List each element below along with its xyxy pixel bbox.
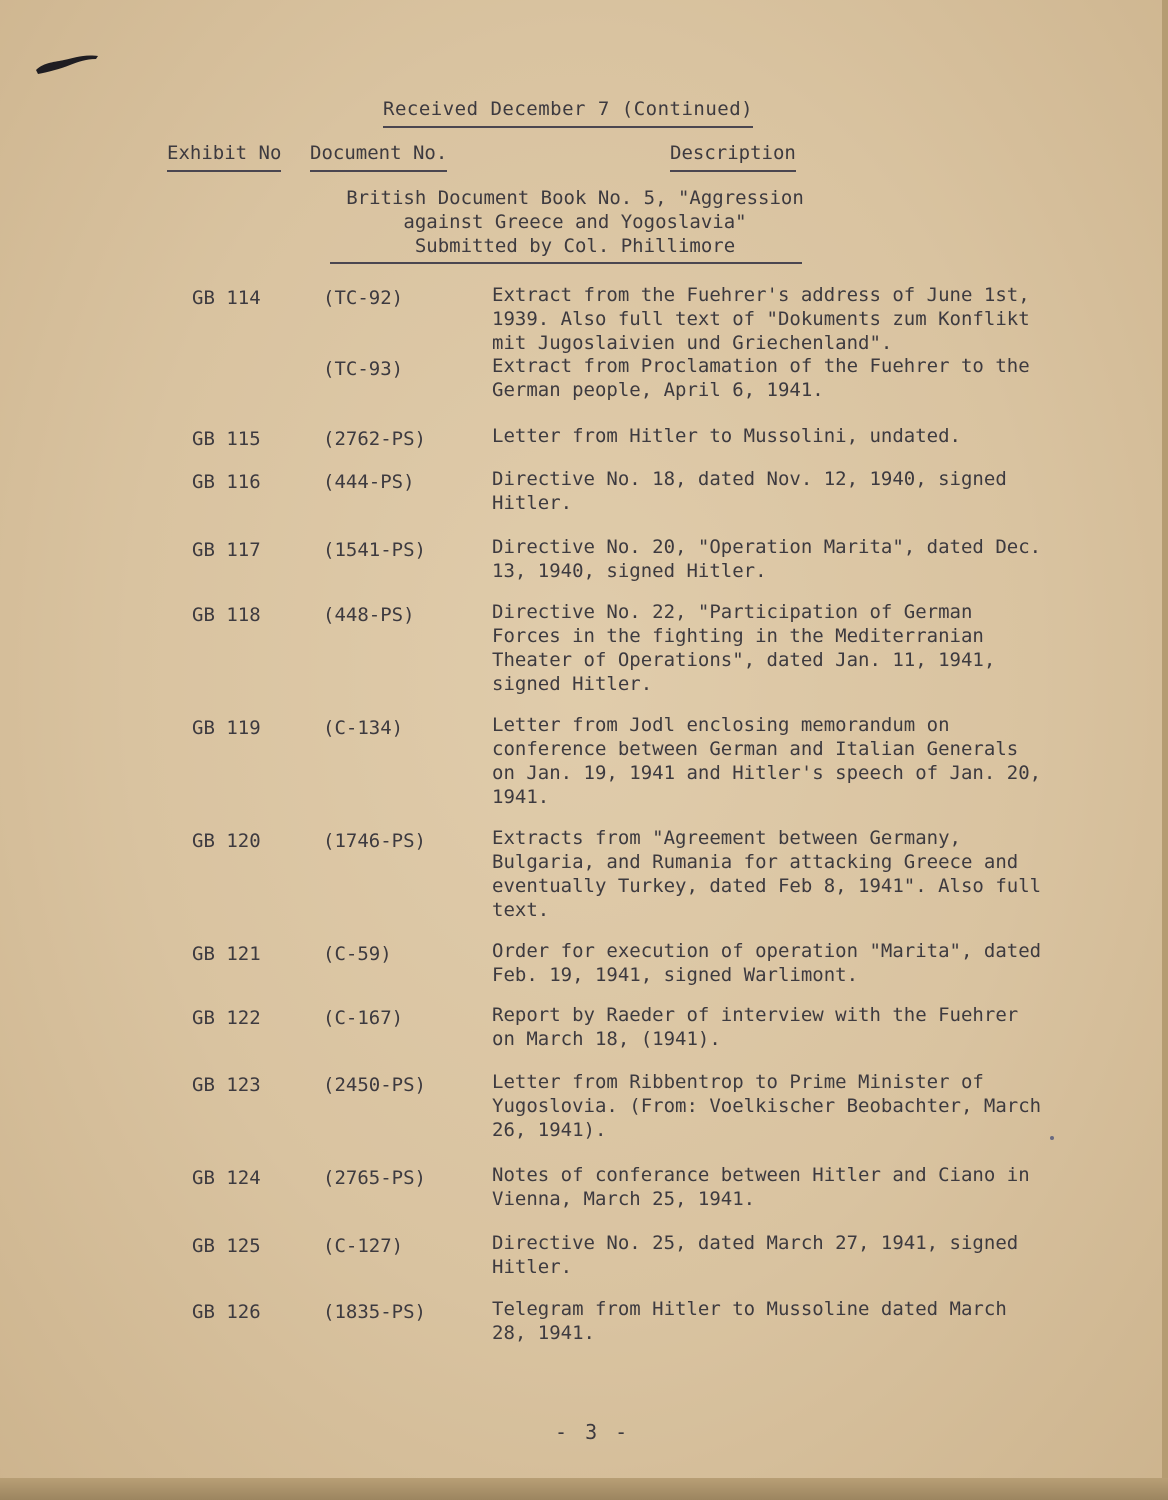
column-header-document: Document No. bbox=[310, 142, 447, 172]
document-number: (C-59) bbox=[323, 943, 392, 965]
exhibit-description: Directive No. 18, dated Nov. 12, 1940, signed Hitler. bbox=[492, 468, 1007, 514]
exhibit-description: Directive No. 25, dated March 27, 1941, signed Hitler. bbox=[492, 1232, 1019, 1278]
exhibit-number: GB 118 bbox=[192, 604, 261, 626]
document-book-title bbox=[310, 186, 840, 258]
document-number: (C-134) bbox=[323, 717, 404, 739]
exhibit-number: GB 119 bbox=[192, 717, 261, 739]
document-number: (2450-PS) bbox=[323, 1074, 426, 1096]
column-header-exhibit: Exhibit No bbox=[167, 142, 281, 172]
page-heading: Received December 7 (Continued) bbox=[383, 98, 753, 128]
exhibit-description: Extracts from "Agreement between Germany, Bulgaria, and Rumania for attacking Greece and eventually Turkey, dated Feb 8, 1941". Also full text. bbox=[492, 827, 1042, 921]
exhibit-number: GB 126 bbox=[192, 1301, 261, 1323]
page-edge-right bbox=[1162, 0, 1168, 1500]
document-number: (1541-PS) bbox=[323, 539, 426, 561]
exhibit-number: GB 125 bbox=[192, 1235, 261, 1257]
document-number: (2762-PS) bbox=[323, 428, 426, 450]
document-number: (448-PS) bbox=[323, 604, 415, 626]
ink-smudge-mark bbox=[34, 50, 100, 76]
document-number: (TC-92) bbox=[323, 287, 404, 309]
document-number: (C-127) bbox=[323, 1235, 404, 1257]
column-header-description: Description bbox=[670, 142, 796, 172]
exhibit-description: Extract from Proclamation of the Fuehrer to the German people, April 6, 1941. bbox=[492, 355, 1030, 401]
page-edge-bottom bbox=[0, 1478, 1168, 1500]
exhibit-number: GB 122 bbox=[192, 1007, 261, 1029]
book-title-line-3: Submitted by Col. Phillimore bbox=[414, 235, 736, 257]
exhibit-number: GB 121 bbox=[192, 943, 261, 965]
exhibit-description: Letter from Jodl enclosing memorandum on conference between German and Italian Generals on Jan. 19, 1941 and Hitler's speech of Jan. 20, 1941. bbox=[492, 714, 1042, 808]
exhibit-description: Telegram from Hitler to Mussoline dated March 28, 1941. bbox=[492, 1298, 1007, 1344]
document-number: (1746-PS) bbox=[323, 830, 426, 852]
book-title-underline bbox=[330, 262, 802, 264]
exhibit-number: GB 114 bbox=[192, 287, 261, 309]
exhibit-number: GB 117 bbox=[192, 539, 261, 561]
exhibit-description: Extract from the Fuehrer's address of June 1st, 1939. Also full text of "Dokuments zum Konflikt mit Jugoslaivien und Griechenland". bbox=[492, 284, 1030, 354]
document-number: (TC-93) bbox=[323, 358, 404, 380]
exhibit-description: Letter from Ribbentrop to Prime Minister of Yugoslovia. (From: Voelkischer Beobachter, March 26, 1941). bbox=[492, 1071, 1042, 1141]
exhibit-description: Letter from Hitler to Mussolini, undated. bbox=[492, 425, 961, 447]
exhibit-description: Report by Raeder of interview with the Fuehrer on March 18, (1941). bbox=[492, 1004, 1019, 1050]
exhibit-description: Notes of conferance between Hitler and Ciano in Vienna, March 25, 1941. bbox=[492, 1164, 1030, 1210]
exhibit-number: GB 123 bbox=[192, 1074, 261, 1096]
exhibit-number: GB 124 bbox=[192, 1167, 261, 1189]
exhibit-number: GB 115 bbox=[192, 428, 261, 450]
document-number: (1835-PS) bbox=[323, 1301, 426, 1323]
book-title-line-1: British Document Book No. 5, "Aggression bbox=[346, 187, 804, 209]
exhibit-description: Directive No. 22, "Participation of German Forces in the fighting in the Mediterranian Theater of Operations", dated Jan. 11, 1941, signed Hitler. bbox=[492, 601, 996, 695]
page-number: - 3 - bbox=[555, 1420, 631, 1444]
exhibit-number: GB 116 bbox=[192, 471, 261, 493]
exhibit-number: GB 120 bbox=[192, 830, 261, 852]
document-number: (2765-PS) bbox=[323, 1167, 426, 1189]
book-title-line-2: against Greece and Yogoslavia" bbox=[403, 211, 747, 233]
exhibit-description: Order for execution of operation "Marita", dated Feb. 19, 1941, signed Warlimont. bbox=[492, 940, 1042, 986]
document-number: (444-PS) bbox=[323, 471, 415, 493]
ink-speck bbox=[1050, 1136, 1054, 1140]
exhibit-description: Directive No. 20, "Operation Marita", dated Dec. 13, 1940, signed Hitler. bbox=[492, 536, 1042, 582]
document-number: (C-167) bbox=[323, 1007, 404, 1029]
